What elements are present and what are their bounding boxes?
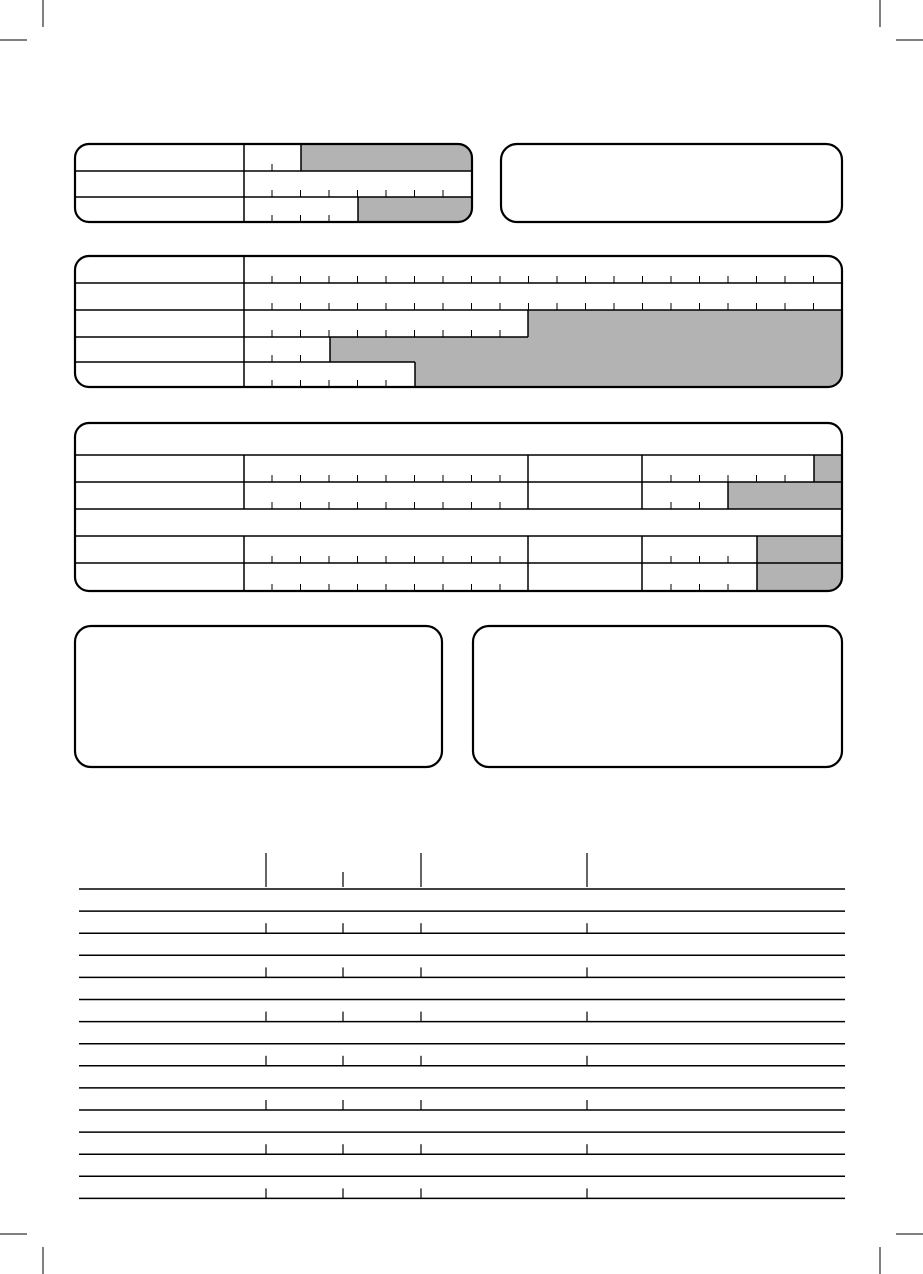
panel-c-content: [75, 455, 842, 591]
panel-c: [75, 423, 842, 591]
ruled-table: [79, 853, 845, 1198]
shaded-cell: [358, 197, 472, 222]
shaded-cell: [301, 144, 472, 171]
shaded-cell: [415, 362, 842, 387]
shaded-cell: [814, 455, 842, 482]
shaded-cell: [528, 310, 842, 337]
shaded-cell: [330, 337, 842, 362]
shaded-cell: [728, 482, 842, 509]
panel-a: [75, 144, 472, 222]
panel-c-frame: [75, 423, 842, 591]
panel-a-content: [75, 144, 472, 222]
info-box-frame: [501, 144, 842, 222]
notes-right-frame: [473, 626, 842, 767]
notes-box-left: [75, 626, 442, 767]
info-box: [501, 144, 842, 222]
notes-left-frame: [75, 626, 442, 767]
panel-b: [75, 256, 842, 387]
panel-b-content: [75, 256, 842, 387]
notes-box-right: [473, 626, 842, 767]
